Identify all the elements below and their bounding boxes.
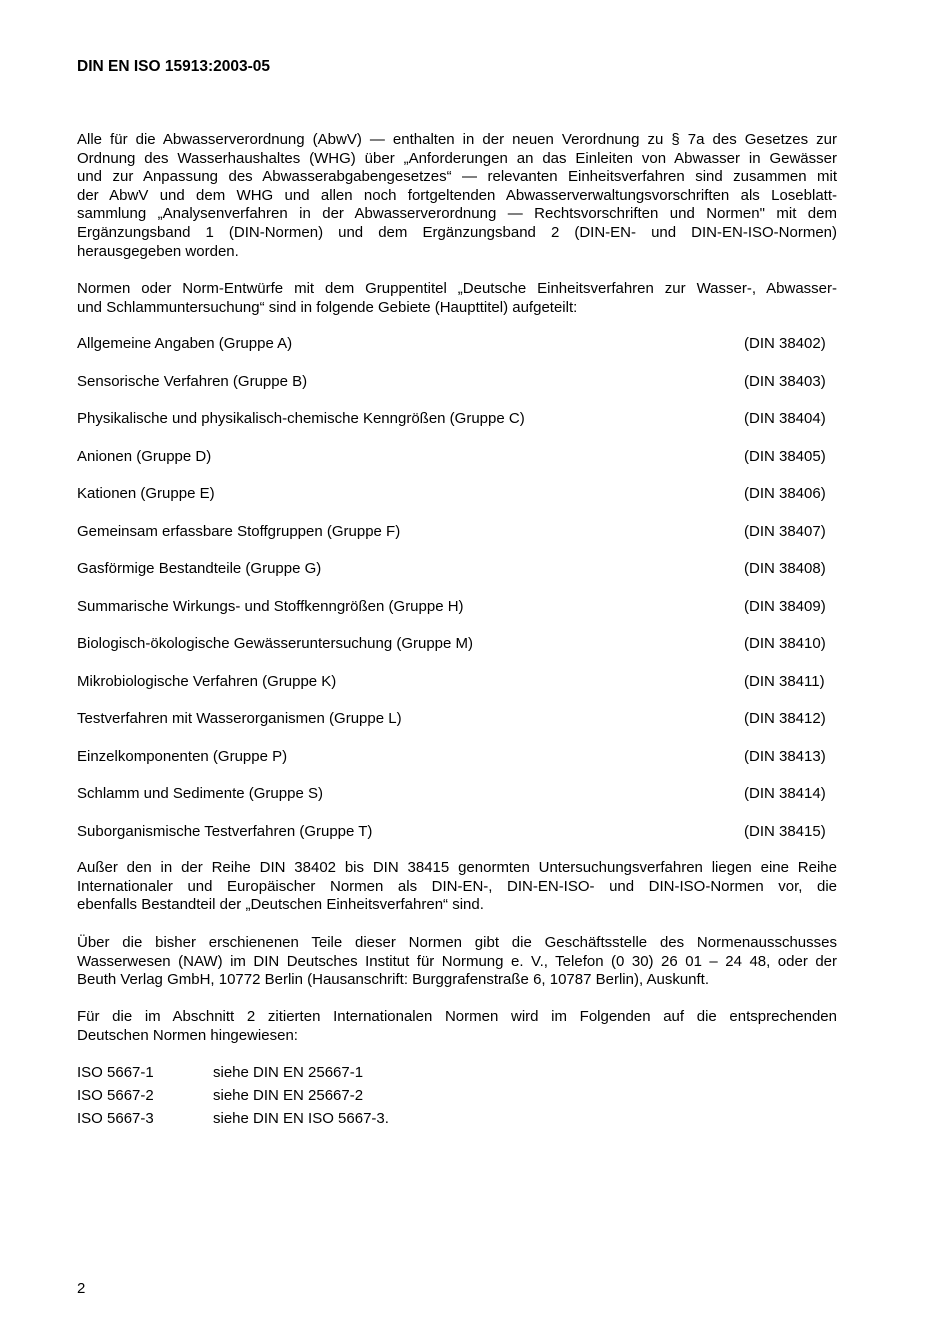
group-title: Kationen (Gruppe E) bbox=[77, 485, 215, 502]
group-din-number: (DIN 38404) bbox=[744, 410, 826, 427]
group-din-number: (DIN 38414) bbox=[744, 785, 826, 802]
group-row bbox=[77, 748, 837, 786]
group-row bbox=[77, 485, 837, 523]
paragraph-line: Deutschen Normen hingewiesen: bbox=[77, 1026, 298, 1044]
group-list bbox=[77, 335, 837, 860]
reference-iso: ISO 5667-3 bbox=[77, 1110, 154, 1127]
group-din-number: (DIN 38402) bbox=[744, 335, 826, 352]
paragraph-line: Außer den in der Reihe DIN 38402 bis DIN 38415 genormten Untersuchungsverfahren liegen eine Reihe bbox=[77, 859, 837, 876]
group-row bbox=[77, 335, 837, 373]
paragraph-line: herausgegeben worden. bbox=[77, 242, 239, 260]
paragraph-line: Ergänzungsband 1 (DIN-Normen) und dem Ergänzungsband 2 (DIN-EN- und DIN-EN-ISO-Normen) bbox=[77, 223, 837, 241]
group-din-number: (DIN 38405) bbox=[744, 447, 826, 465]
paragraph-line: Für die im Abschnitt 2 zitierten Internationalen Normen wird im Folgenden auf die entsprechenden bbox=[77, 1008, 837, 1025]
paragraph-line: und zur Anpassung des Abwasserabgabengesetzes“ — relevanten Einheitsverfahren sind zusammen mit bbox=[77, 168, 837, 186]
group-row bbox=[77, 560, 837, 598]
group-title: Allgemeine Angaben (Gruppe A) bbox=[77, 335, 293, 352]
paragraph-line: ebenfalls Bestandteil der „Deutschen Einheitsverfahren“ sind. bbox=[77, 896, 484, 914]
group-title: Biologisch-ökologische Gewässeruntersuchung (Gruppe M) bbox=[77, 635, 474, 652]
group-row bbox=[77, 710, 837, 748]
paragraph-line: Internationaler und Europäischer Normen als DIN-EN-, DIN-EN-ISO- und DIN-ISO-Normen vor, die bbox=[77, 877, 837, 895]
paragraph-other-standards bbox=[77, 859, 837, 915]
reference-din: siehe DIN EN 25667-1 bbox=[213, 1064, 364, 1081]
reference-iso: ISO 5667-2 bbox=[77, 1087, 154, 1104]
group-din-number: (DIN 38410) bbox=[744, 635, 826, 652]
group-din-number: (DIN 38411) bbox=[744, 672, 825, 690]
group-row bbox=[77, 635, 837, 673]
paragraph-line: Über die bisher erschienenen Teile dieser Normen gibt die Geschäftsstelle des Normenausschusses bbox=[77, 934, 837, 951]
group-title: Anionen (Gruppe D) bbox=[77, 447, 212, 465]
reference-row bbox=[77, 1087, 477, 1110]
group-row bbox=[77, 448, 837, 486]
page-number: 2 bbox=[77, 1280, 86, 1297]
reference-row bbox=[77, 1110, 477, 1133]
paragraph-intro bbox=[77, 131, 837, 261]
paragraph-line: Ordnung des Wasserhaushaltes (WHG) über „Anforderungen an das Einleiten von Abwasser in Gewässer bbox=[77, 149, 837, 167]
paragraph-group-title bbox=[77, 280, 837, 317]
group-din-number: (DIN 38413) bbox=[744, 747, 826, 765]
group-title: Testverfahren mit Wasserorganismen (Gruppe L) bbox=[77, 710, 402, 727]
group-row bbox=[77, 523, 837, 561]
reference-din: siehe DIN EN 25667-2 bbox=[213, 1087, 364, 1104]
group-title: Gasförmige Bestandteile (Gruppe G) bbox=[77, 560, 322, 577]
paragraph-line: der AbwV und dem WHG und allen noch fortgeltenden Abwasserverwaltungsvorschriften als Loseblatt- bbox=[77, 186, 837, 204]
paragraph-line: Alle für die Abwasserverordnung (AbwV) — enthalten in der neuen Verordnung zu § 7a des Gesetzes zur bbox=[77, 131, 837, 148]
group-din-number: (DIN 38407) bbox=[744, 522, 826, 540]
paragraph-line: Wasserwesen (NAW) im DIN Deutsches Institut für Normung e. V., Telefon (0 30) 26 01 – 24 48, oder der bbox=[77, 952, 837, 970]
paragraph-references bbox=[77, 1008, 837, 1045]
group-title: Physikalische und physikalisch-chemische Kenngrößen (Gruppe C) bbox=[77, 410, 525, 427]
reference-list bbox=[77, 1064, 477, 1133]
group-row bbox=[77, 373, 837, 411]
group-title: Mikrobiologische Verfahren (Gruppe K) bbox=[77, 672, 337, 690]
paragraph-line: sammlung „Analysenverfahren in der Abwasserverordnung — Rechtsvorschriften und Normen" mit dem bbox=[77, 205, 837, 223]
paragraph-line: und Schlammuntersuchung“ sind in folgende Gebiete (Haupttitel) aufgeteilt: bbox=[77, 298, 578, 316]
group-row bbox=[77, 410, 837, 448]
group-din-number: (DIN 38415) bbox=[744, 822, 826, 840]
document-header: DIN EN ISO 15913:2003-05 bbox=[77, 58, 270, 75]
group-din-number: (DIN 38412) bbox=[744, 710, 826, 727]
paragraph-contact bbox=[77, 934, 837, 990]
group-row bbox=[77, 673, 837, 711]
group-title: Sensorische Verfahren (Gruppe B) bbox=[77, 372, 308, 390]
group-row bbox=[77, 785, 837, 823]
group-din-number: (DIN 38409) bbox=[744, 597, 826, 615]
group-din-number: (DIN 38408) bbox=[744, 560, 826, 577]
reference-din: siehe DIN EN ISO 5667-3. bbox=[213, 1110, 389, 1127]
group-din-number: (DIN 38403) bbox=[744, 372, 826, 390]
group-title: Summarische Wirkungs- und Stoffkenngrößen (Gruppe H) bbox=[77, 597, 464, 615]
group-title: Schlamm und Sedimente (Gruppe S) bbox=[77, 785, 323, 802]
group-row bbox=[77, 598, 837, 636]
paragraph-line: Normen oder Norm-Entwürfe mit dem Gruppentitel „Deutsche Einheitsverfahren zur Wasser-, Abwasser- bbox=[77, 280, 837, 297]
group-din-number: (DIN 38406) bbox=[744, 485, 826, 502]
group-title: Suborganismische Testverfahren (Gruppe T) bbox=[77, 822, 373, 840]
group-row bbox=[77, 823, 837, 861]
reference-row bbox=[77, 1064, 477, 1087]
reference-iso: ISO 5667-1 bbox=[77, 1064, 154, 1081]
group-title: Gemeinsam erfassbare Stoffgruppen (Gruppe F) bbox=[77, 522, 401, 540]
paragraph-line: Beuth Verlag GmbH, 10772 Berlin (Hausanschrift: Burggrafenstraße 6, 10787 Berlin), Auskunft. bbox=[77, 971, 710, 989]
group-title: Einzelkomponenten (Gruppe P) bbox=[77, 747, 288, 765]
